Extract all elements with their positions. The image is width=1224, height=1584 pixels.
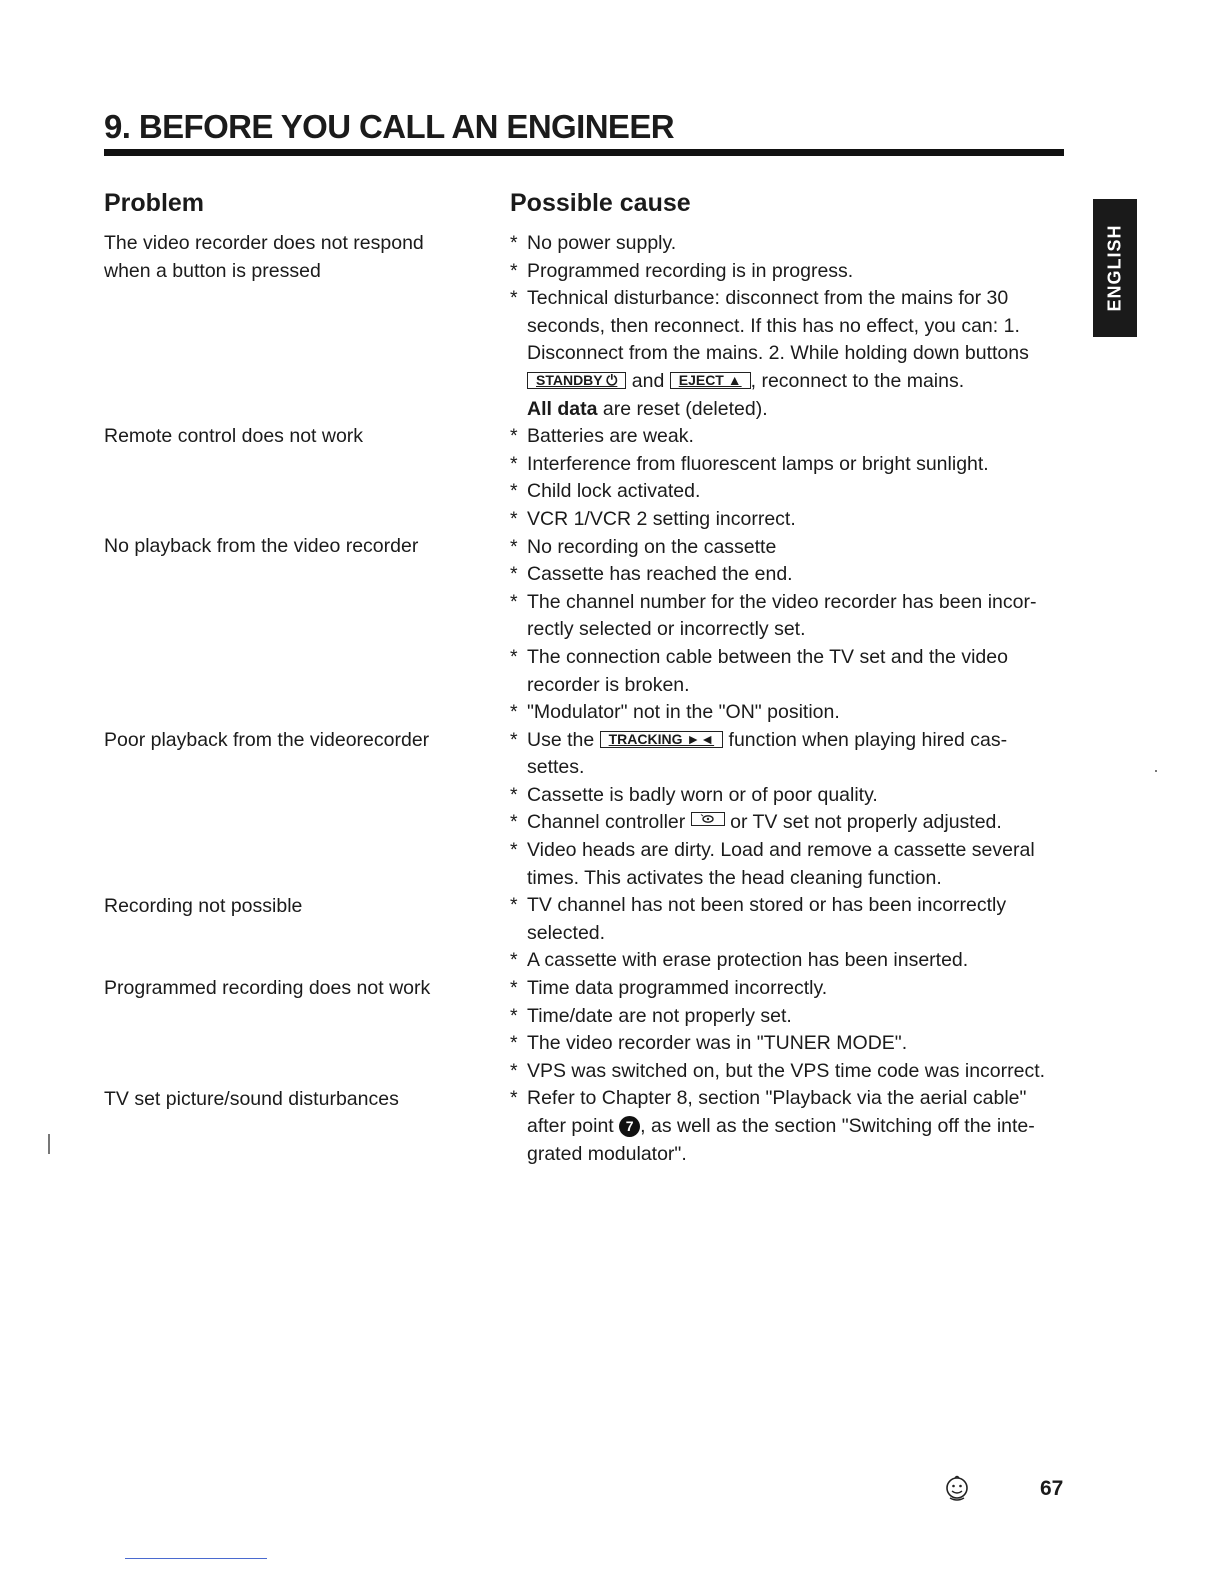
- language-tab-label: ENGLISH: [1104, 224, 1125, 312]
- bullet-star: *: [510, 645, 518, 668]
- cause-item: [510, 1030, 1070, 1058]
- problem-line: Remote control does not work: [104, 425, 364, 447]
- cause-text: Cassette has reached the end.: [527, 563, 793, 586]
- help-face-icon: [942, 1474, 972, 1504]
- cause-text: Refer to Chapter 8, section "Playback via the aerial cable": [527, 1087, 1027, 1110]
- bullet-star: *: [510, 1087, 518, 1110]
- bullet-star: *: [510, 839, 518, 862]
- cause-text: A cassette with erase protection has been inserted.: [527, 949, 969, 972]
- cause-text-line: [527, 809, 1070, 837]
- cause-text-line: [527, 368, 1070, 396]
- cause-item: [510, 506, 1070, 534]
- cause-text: Programmed recording is in progress.: [527, 259, 854, 282]
- cause-item: [510, 451, 1070, 479]
- bullet-star: *: [510, 977, 518, 1000]
- cause-item: [510, 947, 1070, 975]
- bullet-star: *: [510, 949, 518, 972]
- bullet-star: *: [510, 783, 518, 806]
- cause-item: [510, 423, 1070, 451]
- cause-text: or TV set not properly adjusted.: [730, 811, 1002, 834]
- problem-line: Programmed recording does not work: [104, 977, 431, 999]
- cause-item: [510, 534, 1070, 562]
- all-data-bold: All data: [527, 397, 598, 420]
- cause-text-line: [527, 396, 1070, 424]
- bullet-star: *: [510, 1004, 518, 1027]
- cause-item: [510, 1085, 1070, 1168]
- problem-line: Poor playback from the videorecorder: [104, 729, 430, 751]
- bullet-star: *: [510, 287, 518, 310]
- eject-key-symbol: EJECT ▲: [670, 372, 751, 389]
- bullet-star: *: [510, 1059, 518, 1082]
- cause-text: settes.: [527, 756, 585, 779]
- cause-item: [510, 589, 1070, 644]
- cause-text: Time data programmed incorrectly.: [527, 977, 828, 1000]
- problem-line: The video recorder does not respond: [104, 232, 424, 254]
- cause-text: Child lock activated.: [527, 480, 701, 503]
- bullet-star: *: [510, 811, 518, 834]
- tracking-key-symbol: TRACKING ►◄: [600, 731, 724, 748]
- scan-speck: [1155, 770, 1157, 772]
- cause-text: Video heads are dirty. Load and remove a cassette several: [527, 839, 1035, 862]
- bullet-star: *: [510, 1032, 518, 1055]
- step-number-badge: 7: [619, 1116, 640, 1137]
- cause-text: Disconnect from the mains. 2. While holding down buttons: [527, 342, 1029, 365]
- bullet-star: *: [510, 563, 518, 586]
- problem-item: [104, 975, 464, 1003]
- bullet-star: *: [510, 701, 518, 724]
- problem-line: No playback from the video recorder: [104, 535, 419, 557]
- problem-item: [104, 230, 464, 285]
- cause-text: VPS was switched on, but the VPS time code was incorrect.: [527, 1059, 1046, 1082]
- problem-column-heading: Problem: [104, 189, 205, 217]
- cause-item: [510, 699, 1070, 727]
- cause-text: and: [631, 369, 665, 392]
- cause-item: [510, 837, 1070, 892]
- cause-text: Interference from fluorescent lamps or bright sunlight.: [527, 452, 989, 475]
- cause-item: [510, 1003, 1070, 1031]
- cause-item: [510, 892, 1070, 947]
- cause-text: , reconnect to the mains.: [750, 369, 965, 392]
- bullet-star: *: [510, 728, 518, 751]
- cause-text-line: [527, 1113, 1070, 1141]
- page-number: 67: [1040, 1477, 1064, 1500]
- bullet-star: *: [510, 452, 518, 475]
- cause-column-heading: Possible cause: [510, 189, 691, 217]
- cause-text: The connection cable between the TV set and the video: [527, 645, 1008, 668]
- bullet-star: *: [510, 894, 518, 917]
- cause-text: Cassette is badly worn or of poor quality.: [527, 783, 878, 806]
- title-rule: [104, 149, 1064, 156]
- cause-item: [510, 975, 1070, 1003]
- cause-text: , as well as the section "Switching off the inte-: [640, 1115, 1035, 1137]
- cause-text: TV channel has not been stored or has been incorrectly: [527, 894, 1007, 917]
- problem-line: Recording not possible: [104, 895, 303, 917]
- page-title: 9. BEFORE YOU CALL AN ENGINEER: [104, 108, 674, 145]
- problem-item: [104, 533, 464, 561]
- language-tab: [1093, 199, 1137, 337]
- standby-key-symbol: STANDBY ⏻: [527, 372, 626, 389]
- cause-text: VCR 1/VCR 2 setting incorrect.: [527, 507, 796, 530]
- scan-artifact-line: [125, 1558, 267, 1559]
- cause-text: are reset (deleted).: [602, 397, 768, 420]
- bullet-star: *: [510, 480, 518, 503]
- cause-text: Time/date are not properly set.: [527, 1004, 792, 1027]
- cause-item: [510, 478, 1070, 506]
- cause-text: rectly selected or incorrectly set.: [527, 618, 806, 641]
- cause-text: No recording on the cassette: [527, 535, 777, 558]
- cause-text: The video recorder was in "TUNER MODE".: [527, 1032, 908, 1055]
- cause-item: [510, 561, 1070, 589]
- bullet-star: *: [510, 232, 518, 254]
- cause-item: [510, 230, 1070, 258]
- cause-text-line: [527, 727, 1070, 755]
- channel-controller-knob-icon: [691, 812, 725, 826]
- cause-text: No power supply.: [527, 232, 677, 254]
- cause-item: [510, 727, 1070, 782]
- cause-text: times. This activates the head cleaning function.: [527, 866, 942, 889]
- cause-item: [510, 258, 1070, 286]
- cause-text: Batteries are weak.: [527, 425, 694, 448]
- cause-item: [510, 285, 1070, 423]
- bullet-star: *: [510, 259, 518, 282]
- cause-item: [510, 1058, 1070, 1086]
- cause-text: Use the: [527, 728, 595, 751]
- problem-line: TV set picture/sound disturbances: [104, 1088, 399, 1110]
- cause-text: grated modulator".: [527, 1142, 687, 1165]
- cause-text: after point: [527, 1115, 614, 1137]
- bullet-star: *: [510, 425, 518, 448]
- problem-item: [104, 727, 464, 755]
- cause-item: [510, 644, 1070, 699]
- cause-text: recorder is broken.: [527, 673, 690, 696]
- cause-text: Channel controller: [527, 811, 686, 834]
- cause-item: [510, 782, 1070, 810]
- cause-item: [510, 809, 1070, 837]
- scan-speck: [48, 1134, 50, 1154]
- problem-item: [104, 1086, 464, 1114]
- cause-text: seconds, then reconnect. If this has no effect, you can: 1.: [527, 314, 1020, 337]
- cause-list: [510, 230, 1070, 1168]
- bullet-star: *: [510, 535, 518, 558]
- cause-text: selected.: [527, 921, 606, 944]
- bullet-star: *: [510, 507, 518, 530]
- problem-item: [104, 893, 464, 921]
- cause-text: Technical disturbance: disconnect from the mains for 30: [527, 287, 1009, 310]
- problem-line: when a button is pressed: [104, 259, 321, 282]
- cause-text: function when playing hired cas-: [728, 728, 1008, 751]
- bullet-star: *: [510, 590, 518, 613]
- problem-item: [104, 423, 464, 451]
- cause-text: The channel number for the video recorder has been incor-: [527, 590, 1037, 613]
- cause-text: "Modulator" not in the "ON" position.: [527, 701, 840, 724]
